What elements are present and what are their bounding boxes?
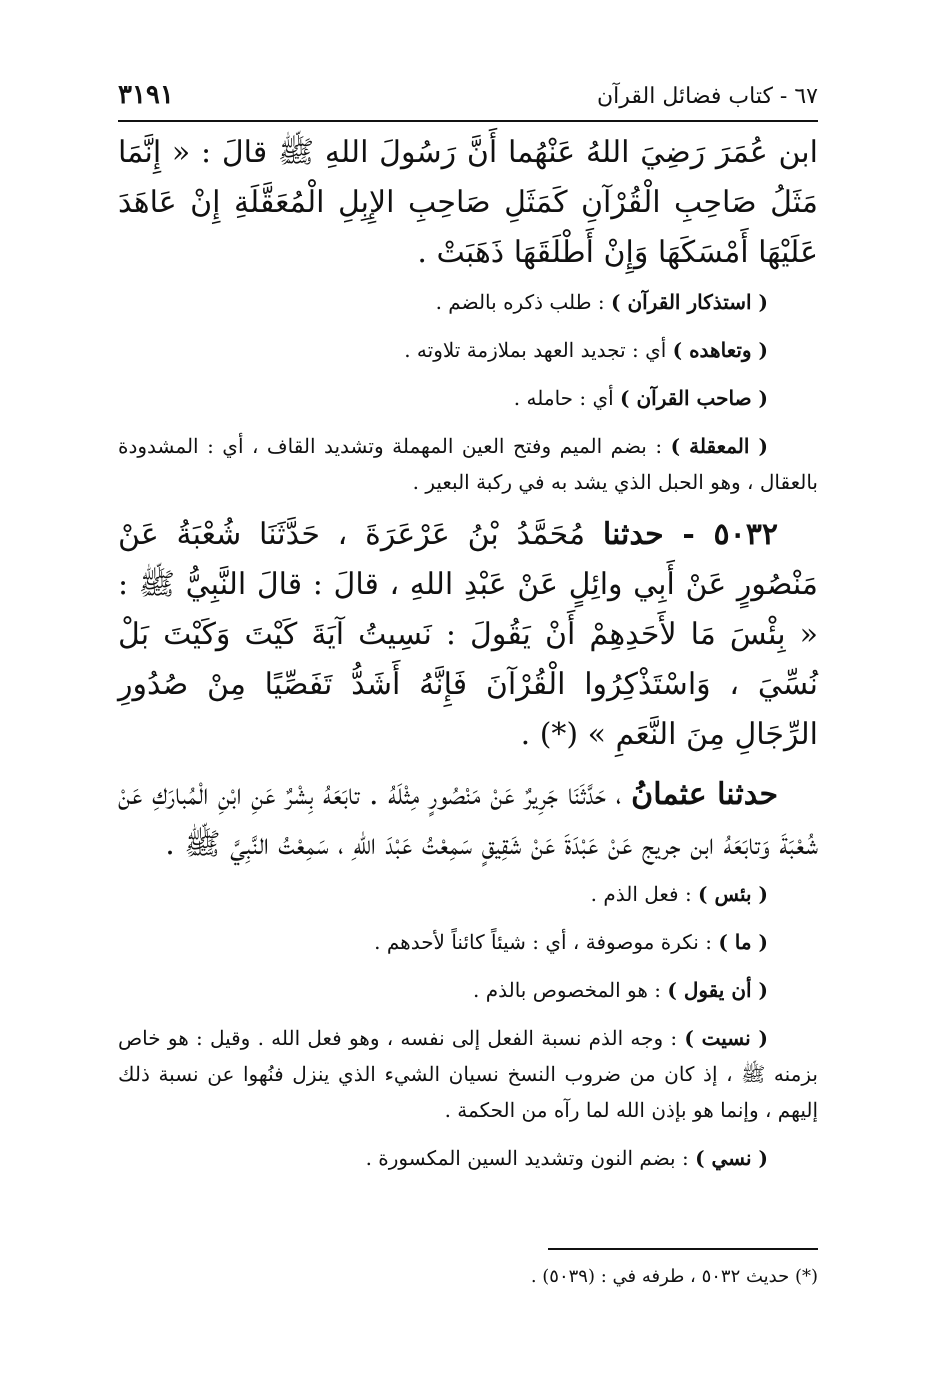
footnote: (*) حديث ٥٠٣٢ ، طرفه في : (٥٠٣٩) . bbox=[530, 1266, 818, 1287]
page-number: ٣١٩١ bbox=[118, 80, 174, 110]
note-text: : طلب ذكره بالضم . bbox=[435, 290, 612, 314]
hadith-text-top: ابن عُمَرَ رَضِيَ اللهُ عَنْهُما أَنَّ رَسُولَ اللهِ ﷺ قالَ : « إِنَّمَا مَثَلُ صَاحِبِ الْقُرْآنِ كَمَثَلِ صَاحِبِ الإِبِلِ الْمُعَقَّلَةِ إِنْ عَاهَدَ عَلَيْهَا أَمْسَكَهَا وَإِنْ أَطْلَقَهَا ذَهَبَتْ . bbox=[118, 135, 818, 270]
hadith-5032: ٥٠٣٢ - حدثنا مُحَمَّدُ بْنُ عَرْعَرَةَ ، حَدَّثَنَا شُعْبَةُ عَنْ مَنْصُورٍ عَنْ أَبِي وائِلٍ عَنْ عَبْدِ اللهِ ، قالَ : قالَ النَّبِيُّ ﷺ : « بِئْسَ مَا لأَحَدِهِمْ أَنْ يَقُولَ : نَسِيتُ آيَةَ كَيْتَ وَكَيْتَ بَلْ نُسِّيَ ، وَاسْتَذْكِرُوا الْقُرْآنَ فَإِنَّهُ أَشَدُّ تَفَصِّيًا مِنْ صُدُورِ الرِّجَالِ مِنَ النَّعَمِ » (*) . bbox=[118, 517, 818, 752]
hadith-opening: حدثنا bbox=[602, 517, 664, 552]
note-term: ( صاحب القرآن ) bbox=[620, 386, 768, 410]
note-sahib bbox=[118, 380, 818, 416]
note-term: ( نسي ) bbox=[695, 1146, 768, 1170]
note-text: : وجه الذم نسبة الفعل إلى نفسه ، وهو فعل الله . وقيل : هو خاص بزمنه ﷺ ، إذ كان من ضروب النسخ نسيان الشيء الذي ينزل فنُهوا عن نسبة ذلك إليهم ، وإنما هو بإذن الله لما رآه من الحكمة . bbox=[118, 1026, 818, 1122]
note-nasitu bbox=[118, 1020, 818, 1128]
note-text: : بضم النون وتشديد السين المكسورة . bbox=[365, 1146, 696, 1170]
note-text: : بضم الميم وفتح العين المهملة وتشديد القاف ، أي : المشدودة بالعقال ، وهو الحبل الذي يشد به في ركبة البعير . bbox=[118, 434, 818, 494]
note-term: ( ما ) bbox=[718, 930, 768, 954]
book-page bbox=[118, 80, 818, 1287]
page-header bbox=[118, 80, 818, 122]
note-muaqqala bbox=[118, 428, 818, 500]
note-term: ( نسيت ) bbox=[684, 1026, 769, 1050]
footnote-divider bbox=[548, 1248, 818, 1250]
note-text: : هو المخصوص بالذم . bbox=[473, 978, 668, 1002]
note-text: : نكرة موصوفة ، أي : شيئاً كائناً لأحدهم . bbox=[374, 930, 719, 954]
note-term: ( أن يقول ) bbox=[667, 978, 768, 1002]
notes-section-1 bbox=[118, 284, 818, 500]
note-term: ( المعقلة ) bbox=[670, 434, 768, 458]
note-text: أي : تجديد العهد بملازمة تلاوته . bbox=[404, 338, 673, 362]
hadith-uthman bbox=[118, 770, 818, 870]
note-istidhkar bbox=[118, 284, 818, 320]
page-body bbox=[118, 128, 818, 1176]
note-text: أي : حامله . bbox=[513, 386, 621, 410]
note-term: ( بئس ) bbox=[698, 882, 768, 906]
hadith-opening: حدثنا عثمانُ bbox=[631, 777, 778, 812]
note-ma bbox=[118, 924, 818, 960]
note-bisa bbox=[118, 876, 818, 912]
note-text: : فعل الذم . bbox=[590, 882, 699, 906]
hadith-body: ، حَدَّثَنَا جَرِيرٌ عَنْ مَنْصُورٍ مِثْلَهُ . تابَعَهُ بِشْرٌ عَنِ ابْنِ الْمُبارَكِ عَنْ شُعْبَةَ وَتابَعَهُ ابن جريج عَنْ عَبْدَةَ عَنْ شَقِيقٍ سَمِعْتُ عَبْدَ اللهِ ، سَمِعْتُ النَّبِيَّ ﷺ . bbox=[118, 777, 818, 862]
note-an-yaqul bbox=[118, 972, 818, 1008]
chapter-title: ٦٧ - كتاب فضائل القرآن bbox=[596, 84, 818, 109]
note-term: ( استذكار القرآن ) bbox=[611, 290, 768, 314]
note-taahud bbox=[118, 332, 818, 368]
note-nussiya bbox=[118, 1140, 818, 1176]
hadith-body: مُحَمَّدُ بْنُ عَرْعَرَةَ ، حَدَّثَنَا شُعْبَةُ عَنْ مَنْصُورٍ عَنْ أَبِي وائِلٍ عَنْ عَبْدِ اللهِ ، قالَ : قالَ النَّبِيُّ ﷺ : « بِئْسَ مَا لأَحَدِهِمْ أَنْ يَقُولَ : نَسِيتُ آيَةَ كَيْتَ وَكَيْتَ بَلْ نُسِّيَ ، وَاسْتَذْكِرُوا الْقُرْآنَ فَإِنَّهُ أَشَدُّ تَفَصِّيًا مِنْ صُدُورِ الرِّجَالِ مِنَ النَّعَمِ » (*) . bbox=[118, 517, 818, 752]
note-term: ( وتعاهده ) bbox=[672, 338, 768, 362]
notes-section-2 bbox=[118, 876, 818, 1176]
hadith-number: ٥٠٣٢ bbox=[713, 517, 778, 552]
